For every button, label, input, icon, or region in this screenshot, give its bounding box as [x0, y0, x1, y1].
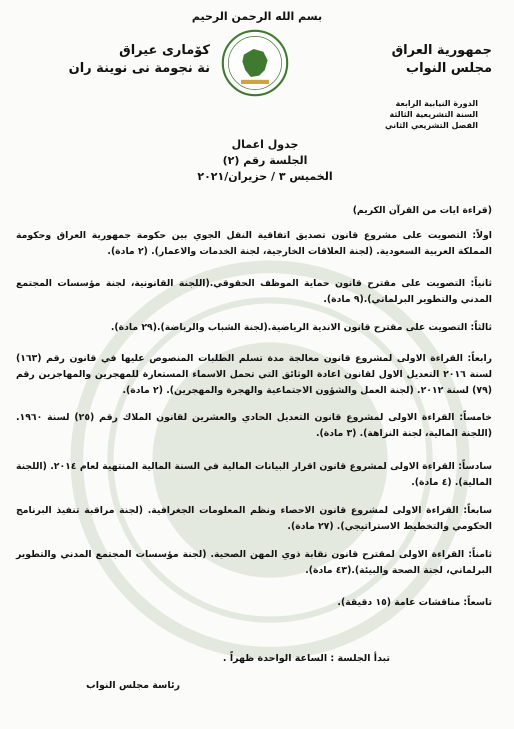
header-right: [322, 42, 492, 78]
agenda-item-4: رابعاً: القراءة الاولى لمشروع قانون معالجة مدة تسلم الطلبات المنصوص عليها في قانون رقم (١٦٣) لسنة ٢٠١٦ التعديل الاول لقانون اعادة الوثائق التي تحمل الاسماء المستعارة للمهجرين والمهاجرين رقم (٧٩) لسنة ٢٠١٢. (لجنة العمل والشؤون الاجتماعية والهجرة والمهجرين). (٢ مادة).: [16, 353, 492, 396]
session-info: [318, 98, 478, 131]
agenda-item-8: ثامناً: القراءة الاولى لمقترح قانون نقابة ذوي المهن الصحية. (لجنة مؤسسات المجتمع المدني والتطوير البرلماني، لجنة الصحة والبيئة).(٤٣ مادة).: [16, 549, 492, 576]
session-number: الجلسة رقم (٢): [222, 154, 308, 167]
presidency-signature: رئاسة مجلس النواب: [86, 680, 180, 691]
agenda-item-5: خامساً: القراءة الاولى لمشروع قانون التعديل الحادي والعشرين لقانون الملاك رقم (٢٥) لسنة ١٩٦٠. (اللجنة المالية، لجنة النزاهة). (٣ مادة).: [16, 412, 492, 439]
agenda-item-7: سابعاً: القراءة الاولى لمشروع قانون الاحصاء ونظم المعلومات الجغرافية. (لجنة مراقبة تنفيذ البرنامج الحكومي والتخطيط الاستراتيجي). (٢٧ مادة).: [16, 505, 492, 532]
council-name-kurdish: نة نجومة نى نوينة ران: [68, 61, 210, 76]
country-name-arabic: جمهورية العراق: [391, 43, 492, 58]
session-info-line: الدورة النيابية الرابعة: [395, 99, 478, 108]
header-left: [40, 42, 210, 78]
agenda-item-3: ثالثاً: التصويت على مقترح قانون الاندية الرياضية.(لجنة الشباب والرياضة).(٢٩ مادة).: [110, 322, 492, 333]
agenda-item-1: اولاً: التصويت على مشروع قانون تصديق اتفاقية النقل الجوي بين حكومة جمهورية العراق وحكومة المملكة العربية السعودية. (لجنة العلاقات الخارجية، لجنة الخدمات والاعمار). (٢ مادة).: [16, 230, 492, 257]
council-name-arabic: مجلس النواب: [406, 61, 492, 76]
parliament-logo: [220, 28, 290, 98]
session-start-time: تبدأ الجلسة : الساعة الواحدة ظهراً .: [222, 653, 390, 664]
session-info-line: السنة التشريعية الثالثة: [389, 110, 478, 119]
session-info-line: الفصل التشريعي الثاني: [385, 121, 478, 130]
basmala: بسم الله الرحمن الرحيم: [191, 10, 323, 23]
agenda-item-quran: (قراءة ايات من القرآن الكريم): [352, 205, 492, 216]
agenda-item-6: سادساً: القراءة الاولى لمشروع قانون اقرار البيانات المالية في السنة المالية المنتهية لعام ٢٠١٤. (اللجنة المالية). (٤ مادة).: [16, 461, 493, 488]
agenda-title: جدول اعمال: [231, 138, 299, 151]
agenda-item-2: ثانياً: التصويت على مقترح قانون حماية الموظف الحقوقي.(اللجنة القانونية، لجنة مؤسسات المجتمع المدني والتطوير البرلماني).(٩ مادة).: [16, 278, 492, 305]
country-name-kurdish: كۆمارى عيراق: [119, 43, 210, 58]
agenda-item-9: تاسعاً: مناقشات عامة (١٥ دقيقة).: [337, 597, 492, 608]
session-date: الخميس ٣ / حزيران/٢٠٢١: [197, 170, 333, 183]
